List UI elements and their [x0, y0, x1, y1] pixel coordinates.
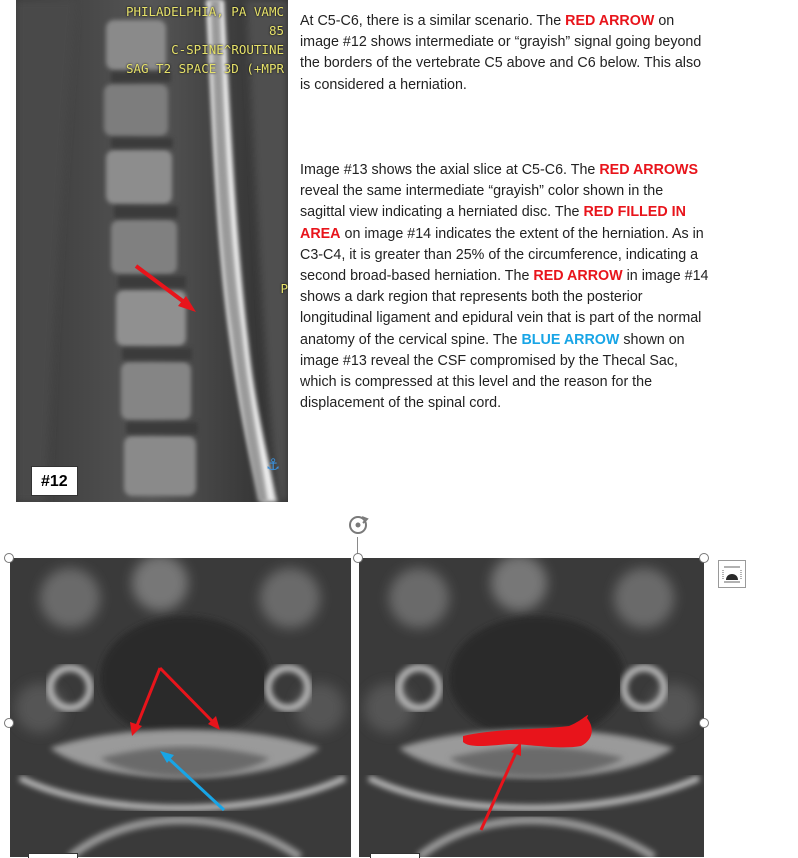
image-label-13-partial: [28, 853, 78, 858]
p2-red-arrows: RED ARROWS: [599, 162, 699, 178]
p1-red-arrow: RED ARROW: [565, 13, 655, 29]
p2-text-2: reveal the same intermediate “grayish” color shown in the sagittal view indicating a herniated disc. The: [300, 183, 664, 221]
resize-handle-top-middle[interactable]: [353, 553, 363, 563]
overlay-line-3: C-SPINE^ROUTINE: [171, 42, 284, 57]
rotate-handle-icon[interactable]: [346, 513, 370, 537]
p1-text-2: on image #12 shows intermediate or “grayish” signal going beyond the borders of the vertebrate C5 above and C6 below. This also is considered a herniation.: [300, 13, 702, 93]
p2-text-1: Image #13 shows the axial slice at C5-C6. The: [300, 162, 600, 178]
resize-handle-mid-right[interactable]: [699, 718, 709, 728]
paragraph-c5-c6: [300, 11, 710, 96]
p1-text-1: At C5-C6, there is a similar scenario. The: [300, 13, 566, 29]
overlay-line-4: SAG T2 SPACE 3D (+MPR: [125, 61, 284, 76]
p2-text-3: on image #14 indicates the extent of the herniation. As in C3-C4, it is greater than 25% of the circumference, indicating a second broad-based herniation. The: [300, 225, 704, 285]
image-label-14-partial: [370, 853, 420, 858]
p2-text-4: in image #14 shows a dark region that represents both the posterior longitudinal ligament and epidural vein that is part of the normal anatomy of the cervical spine. The: [300, 268, 709, 348]
p2-red-arrow: RED ARROW: [533, 268, 623, 285]
sagittal-overlay: [126, 2, 284, 78]
image-label-12: #12: [31, 466, 78, 496]
layout-options-icon[interactable]: [718, 560, 746, 588]
resize-handle-mid-left[interactable]: [4, 718, 14, 728]
paragraph-axial: [300, 160, 710, 414]
overlay-stray-letter: P: [280, 281, 288, 296]
anchor-icon: ⚓: [266, 455, 281, 474]
p2-red-filled-area: RED FILLED IN AREA: [300, 204, 686, 242]
resize-handle-top-left[interactable]: [4, 553, 14, 563]
sagittal-mri-image-12[interactable]: [16, 0, 288, 502]
p2-blue-arrow: BLUE ARROW: [521, 331, 620, 348]
overlay-line-2: 85: [268, 23, 284, 38]
axial-mri-image-13[interactable]: [10, 558, 351, 857]
axial-mri-image-14[interactable]: [359, 558, 704, 857]
p2-text-5: shown on image #13 reveal the CSF compromised by the Thecal Sac, which is compressed at this level and the reason for the displacement of the spinal cord.: [300, 331, 685, 412]
resize-handle-top-right[interactable]: [699, 553, 709, 563]
overlay-line-1: PHILADELPHIA, PA VAMC: [125, 4, 284, 19]
